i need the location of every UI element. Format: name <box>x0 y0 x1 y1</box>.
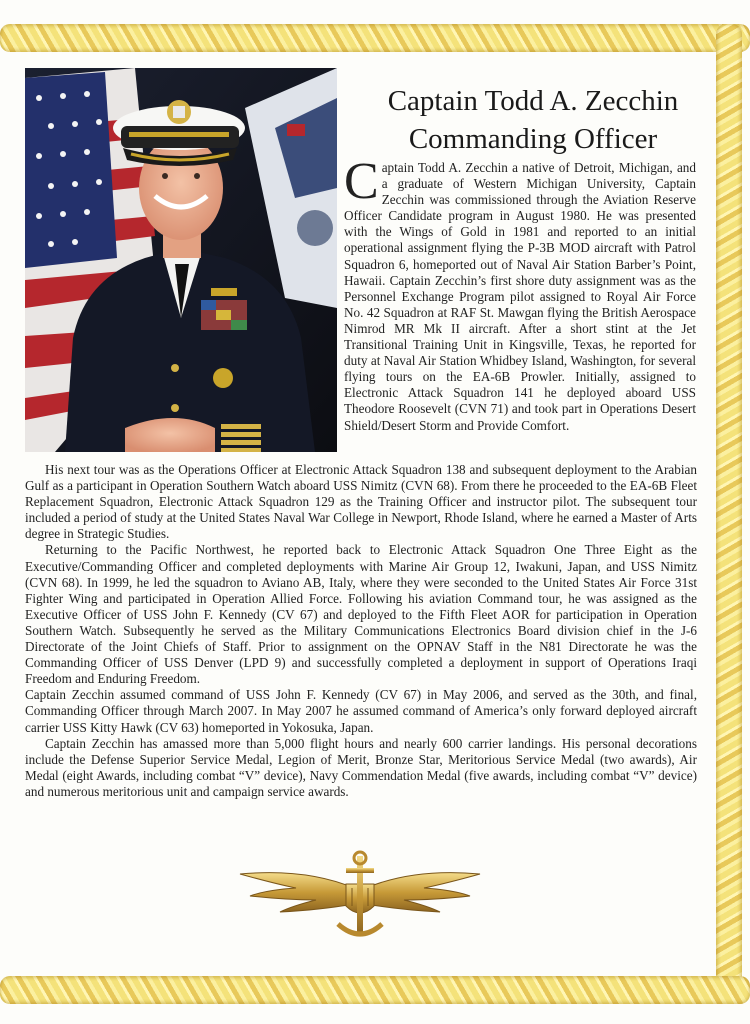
intro-paragraph <box>344 153 696 434</box>
title-name: Captain Todd A. Zecchin <box>387 85 679 117</box>
paragraph-pacific-northwest: Returning to the Pacific Northwest, he reported back to Electronic Attack Squadron One Three Eight as the Executive/Commanding Officer and completed deployments with Marine Air Group 12, Iwakuni, Japan, and USS Nimitz (CVN 68). In 1999, he led the squadron to Aviano AB, Italy, where they were seconded to the United States Air Force 31st Fighter Wing and participated in Operation Allied Force. Following his aviation Command tour, he was assigned as the Executive Officer of USS John F. Kennedy (CV 67) and deployed to the Fifth Fleet AOR for participation in Operation Southern Watch. Subsequently he served as the Military Communications Electronics Board division chief in the J-6 Directorate of the Joint Chiefs of Staff. Prior to assignment on the OPNAV Staff in the N81 Directorate he was the Commanding Officer of USS Denver (LPD 9) and successfully completed a deployment in support of Operations Iraqi Freedom and Enduring Freedom. <box>25 542 697 687</box>
page-title <box>350 82 716 158</box>
paragraph-kennedy-command: Captain Zecchin assumed command of USS John F. Kennedy (CV 67) in May 2006, and served as the 30th, and final, Commanding Officer through March 2007. In May 2007 he assumed command of America’s only forward deployed aircraft carrier USS Kitty Hawk (CV 63) homeported in Yokosuka, Japan. <box>25 687 697 735</box>
rope-border-right <box>716 24 742 1004</box>
drop-cap: C <box>344 153 379 210</box>
rope-border-bottom <box>0 976 750 1004</box>
naval-aviator-wings-icon <box>236 848 484 944</box>
rope-border-top <box>0 24 750 52</box>
officer-portrait-photo <box>25 68 337 452</box>
paragraph-next-tour: His next tour was as the Operations Officer at Electronic Attack Squadron 138 and subsequent deployment to the Arabian Gulf as a participant in Operation Southern Watch aboard USS Nimitz (CVN 68). From there he proceeded to the EA-6B Fleet Replacement Squadron, Electronic Attack Squadron 129 as the Training Officer and instructor pilot. The subsequent tour included a period of study at the United States Naval War College in Newport, Rhode Island, where he earned a Master of Arts degree in Strategic Studies. <box>25 462 697 542</box>
paragraph-decorations: Captain Zecchin has amassed more than 5,000 flight hours and nearly 600 carrier landings. His personal decorations include the Defense Superior Service Medal, Legion of Merit, Bronze Star, Meritorious Service Medal (two awards), Air Medal (eight Awards, including combat “V” device), Navy Commendation Medal (five awards, including combat “V” device) and numerous meritorious unit and campaign service awards. <box>25 735 697 799</box>
biography-body <box>25 462 697 800</box>
title-role: Commanding Officer <box>408 123 658 155</box>
intro-text: aptain Todd A. Zecchin a native of Detroit, Michigan, and a graduate of Western Michigan University, Captain Zecchin was commissioned through the Aviation Reserve Officer Candidate program in August 1980. He was presented with the Wings of Gold in 1981 and reported to an initial operational assignment flying the P-3B MOD aircraft with Patrol Squadron 6, homeported out of Naval Air Station Barber’s Point, Hawaii. Captain Zecchin’s first shore duty assignment was as the Personnel Exchange Program pilot assigned to Royal Air Force No. 42 Squadron at RAF St. Mawgan flying the British Aerospace Nimrod MR Mk II aircraft. After a short stint at the Jet Transitional Training Unit in Kingsville, Texas, he reported for duty at Naval Air Station Whidbey Island, Washington, for several flying tours on the EA-6B Prowler. Initially, assigned to Electronic Attack Squadron 141 he deployed aboard USS Theodore Roosevelt (CVN 71) and took part in Operations Desert Shield/Desert Storm and Provide Comfort. <box>344 160 696 433</box>
